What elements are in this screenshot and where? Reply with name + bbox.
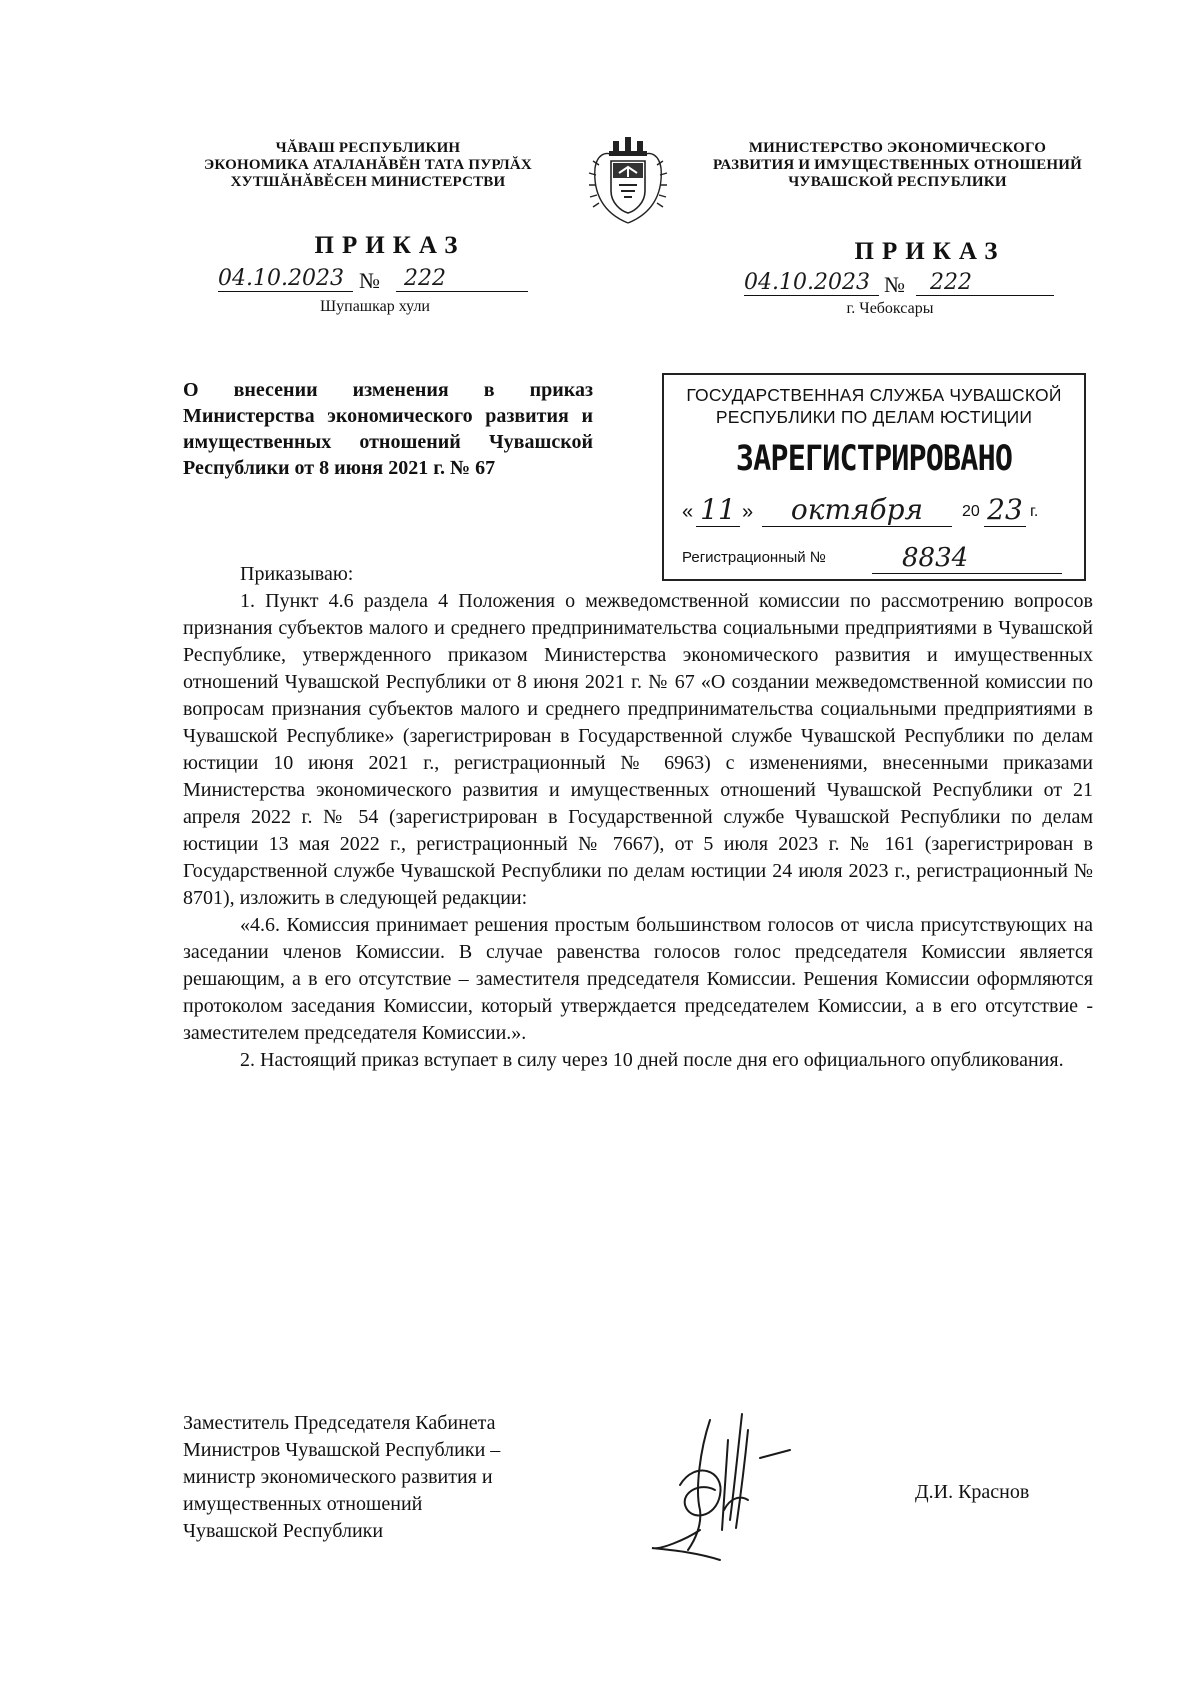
header-right-line3: ЧУВАШСКОЙ РЕСПУБЛИКИ: [788, 174, 1007, 190]
order-intro: Приказываю:: [240, 563, 354, 585]
number-sign-right: №: [884, 272, 905, 297]
stamp-year-suffix: 23: [984, 493, 1026, 527]
stamp-open-quote: «: [682, 501, 694, 523]
city-left: Шупашкар хули: [320, 298, 430, 315]
order-paragraph-1: 1. Пункт 4.6 раздела 4 Положения о межведомственной комиссии по рассмотрению вопросов признания субъектов малого и среднего предпринимательства социальными предприятиями в Чувашской Республике, утвержденного приказом Министерства экономического развития и имущественных отношений Чувашской Республики от 8 июня 2021 г. № 67 «О создании межведомственной комиссии по вопросам признания субъектов малого и среднего предпринимательства социальными предприятиями в Чувашской Республике» (зарегистрирован в Государственной службе Чувашской Республики по делам юстиции 10 июня 2021 г., регистрационный № 6963) с изменениями, внесенными приказами Министерства экономического развития и имущественных отношений Чувашской Республики от 21 апреля 2022 г. № 54 (зарегистрирован в Государственной службе Чувашской Республики по делам юстиции 13 мая 2022 г., регистрационный № 7667), от 5 июля 2023 г. № 161 (зарегистрирован в Государственной службе Чувашской Республики по делам юстиции 24 июля 2023 г., регистрационный № 8701), изложить в следующей редакции:: [183, 590, 1093, 909]
signatory-name: Д.И. Краснов: [915, 1481, 1030, 1503]
order-date-left: 04.10.2023: [218, 266, 353, 292]
stamp-day: 11: [696, 493, 740, 527]
order-date-right: 04.10.2023: [744, 270, 879, 296]
header-right-line2: РАЗВИТИЯ И ИМУЩЕСТВЕННЫХ ОТНОШЕНИЙ: [712, 157, 1083, 173]
header-left-line2: ЭКОНОМИКА АТАЛАНĂВĔН ТАТА ПУРЛĂХ: [204, 157, 532, 173]
signatory-line1: Заместитель Председателя Кабинета: [183, 1412, 496, 1434]
stamp-line2: РЕСПУБЛИКИ ПО ДЕЛАМ ЮСТИЦИИ: [715, 407, 1033, 427]
city-right: г. Чебоксары: [846, 300, 934, 317]
order-body: [183, 561, 1093, 1074]
number-sign-left: №: [359, 268, 380, 293]
stamp-status: ЗАРЕГИСТРИРОВАНО: [735, 439, 1013, 479]
order-number-left: 222: [396, 266, 528, 292]
order-subject: О внесении изменения в приказ Министерства экономического развития и имущественных отношений Чувашской Республики от 8 июня 2021 г. № 67: [183, 379, 593, 479]
order-date-number-left: [218, 266, 528, 296]
signatory-line5: Чувашской Республики: [183, 1520, 384, 1542]
handwritten-signature: [640, 1400, 840, 1570]
header-left-line3: ХУТШĂНĂВĔСЕН МИНИСТЕРСТВИ: [230, 174, 506, 190]
stamp-reg-label: Регистрационный №: [682, 549, 826, 566]
order-paragraph-2: «4.6. Комиссия принимает решения простым большинством голосов от числа присутствующих на заседании членов Комиссии. В случае равенства голосов голос председателя Комиссии является решающим, а в его отсутствие – заместителя председателя Комиссии. Решения Комиссии оформляются протоколом заседания Комиссии, который утверждается председателем Комиссии, а в его отсутствие - заместителем председателя Комиссии.».: [183, 914, 1093, 1044]
order-number-right: 222: [916, 270, 1054, 296]
order-title-right: ПРИКАЗ: [854, 238, 1006, 265]
stamp-year-unit: г.: [1030, 503, 1039, 520]
signatory-line3: министр экономического развития и: [183, 1466, 493, 1488]
signatory-line4: имущественных отношений: [183, 1493, 423, 1515]
stamp-line1: ГОСУДАРСТВЕННАЯ СЛУЖБА ЧУВАШСКОЙ: [686, 385, 1062, 405]
order-title-left: ПРИКАЗ: [314, 232, 466, 259]
header-right: [700, 140, 1095, 191]
coat-of-arms-icon: [583, 133, 673, 229]
order-date-number-right: [744, 270, 1054, 300]
order-paragraph-3: 2. Настоящий приказ вступает в силу через 10 дней после дня его официального опубликования.: [240, 1049, 1064, 1071]
stamp-month: октября: [762, 493, 952, 527]
header-left-line1: ЧĂВАШ РЕСПУБЛИКИН: [275, 140, 461, 156]
registration-stamp: [662, 373, 1086, 581]
header-left: [178, 140, 558, 191]
header-right-line1: МИНИСТЕРСТВО ЭКОНОМИЧЕСКОГО: [748, 140, 1047, 156]
stamp-reg-number: 8834: [872, 543, 1062, 574]
stamp-date: [682, 493, 1072, 529]
stamp-close-quote: »: [742, 501, 754, 523]
signatory-line2: Министров Чувашской Республики –: [183, 1439, 501, 1461]
signatory-title: [183, 1410, 603, 1545]
stamp-year-prefix: 20: [962, 503, 980, 520]
